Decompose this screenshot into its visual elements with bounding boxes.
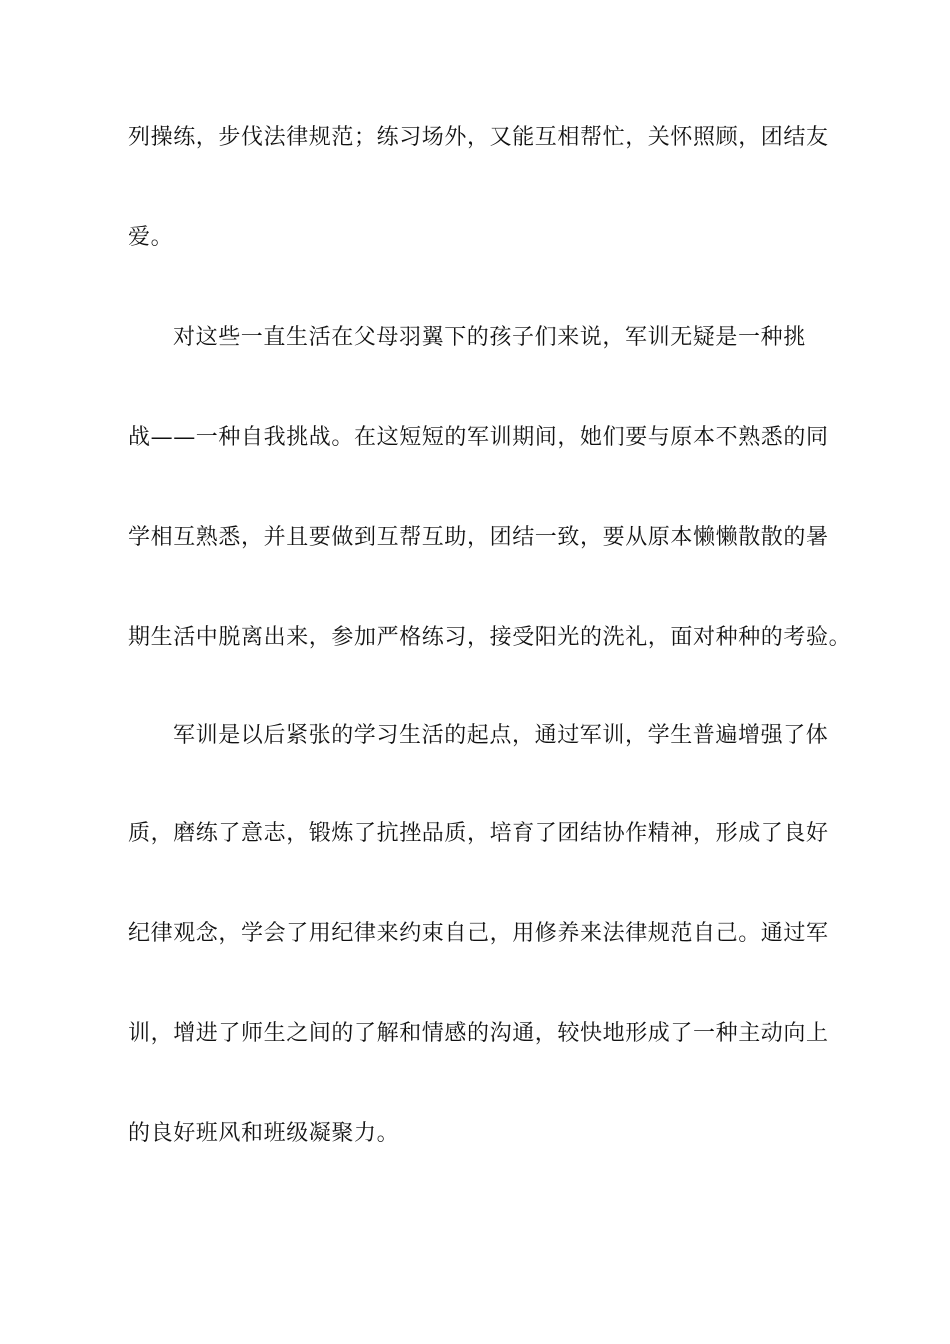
text-line-10: 训，增进了师生之间的了解和情感的沟通，较快地形成了一种主动向上	[128, 1021, 829, 1046]
text-line-11: 的良好班风和班级凝聚力。	[128, 1121, 400, 1146]
text-line-6: 期生活中脱离出来，参加严格练习，接受阳光的洗礼，面对种种的考验。	[128, 625, 852, 650]
text-line-9: 纪律观念，学会了用纪律来约束自己，用修养来法律规范自己。通过军	[128, 921, 829, 946]
text-line-2: 爱。	[128, 225, 174, 250]
text-line-8: 质，磨练了意志，锻炼了抗挫品质，培育了团结协作精神，形成了良好	[128, 821, 829, 846]
text-line-3: 对这些一直生活在父母羽翼下的孩子们来说，军训无疑是一种挑	[173, 325, 806, 350]
text-line-4: 战——一种自我挑战。在这短短的军训期间，她们要与原本不熟悉的同	[128, 425, 829, 450]
text-line-5: 学相互熟悉，并且要做到互帮互助，团结一致，要从原本懒懒散散的暑	[128, 525, 829, 550]
text-line-1: 列操练，步伐法律规范；练习场外，又能互相帮忙，关怀照顾，团结友	[128, 125, 829, 150]
text-line-7: 军训是以后紧张的学习生活的起点，通过军训，学生普遍增强了体	[173, 723, 829, 748]
